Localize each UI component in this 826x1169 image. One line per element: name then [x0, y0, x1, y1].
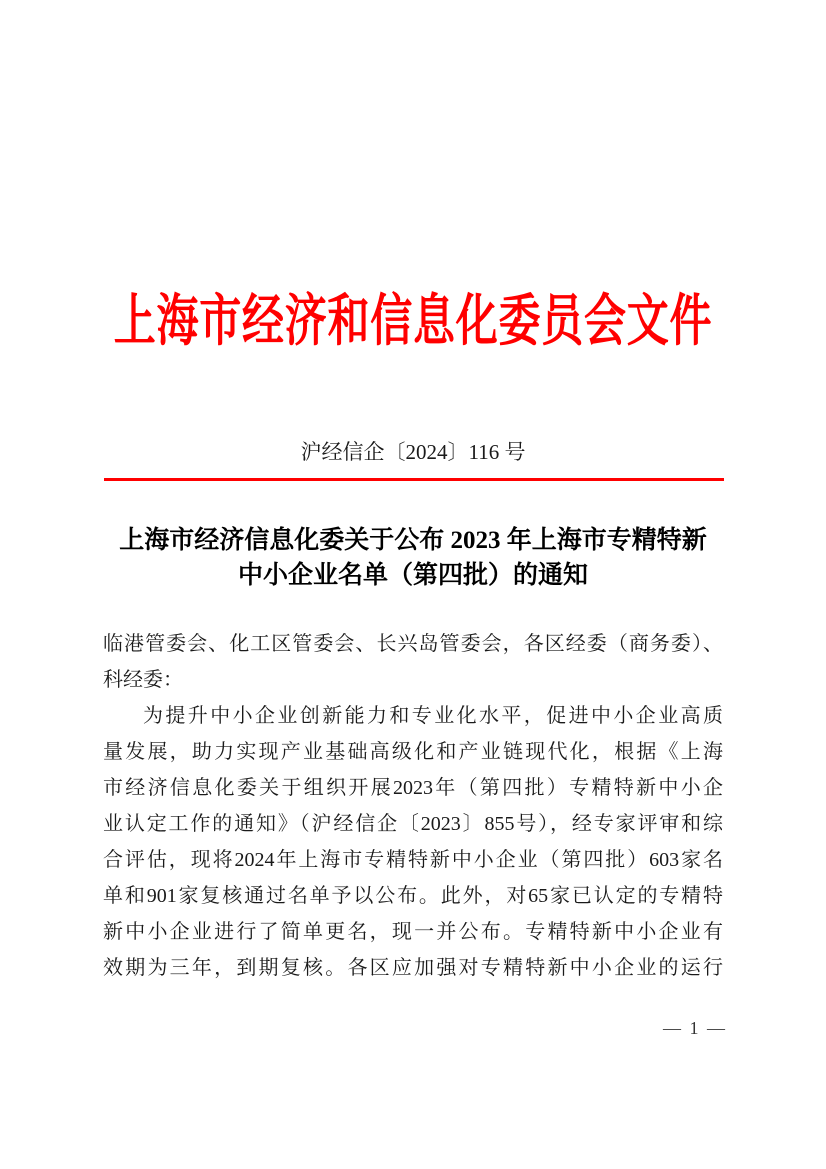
paragraph-line: 量发展，助力实现产业基础高级化和产业链现代化，根据《上海 — [103, 741, 723, 763]
notice-title-line-1: 上海市经济信息化委关于公布 2023 年上海市专精特新 — [119, 527, 707, 554]
paragraph-line: 为提升中小企业创新能力和专业化水平，促进中小企业高质 — [143, 705, 723, 727]
paragraph-line: 业认定工作的通知》（沪经信企〔2023〕855号），经专家评审和综 — [103, 813, 723, 835]
salutation-line: 临港管委会、化工区管委会、长兴岛管委会，各区经委（商务委）、 — [103, 633, 723, 655]
paragraph-line: 合评估，现将2024年上海市专精特新中小企业（第四批）603家名 — [103, 849, 723, 871]
red-divider-rule — [104, 478, 724, 481]
salutation-line: 科经委： — [103, 669, 183, 691]
notice-body — [103, 626, 723, 986]
paragraph-line: 效期为三年，到期复核。各区应加强对专精特新中小企业的运行 — [103, 957, 723, 979]
red-banner-title: 上海市经济和信息化委员会文件 — [113, 291, 713, 353]
document-reference-number: 沪经信企〔2024〕116 号 — [300, 440, 526, 464]
notice-title — [103, 523, 723, 593]
paragraph-line: 单和901家复核通过名单予以公布。此外，对65家已认定的专精特 — [103, 885, 723, 907]
paragraph-line: 新中小企业进行了简单更名，现一并公布。专精特新中小企业有 — [103, 921, 723, 943]
paragraph-line: 市经济信息化委关于组织开展2023年（第四批）专精特新中小企 — [103, 777, 723, 799]
notice-title-line-2: 中小企业名单（第四批）的通知 — [237, 562, 588, 589]
page-number: — 1 — — [663, 1018, 727, 1038]
